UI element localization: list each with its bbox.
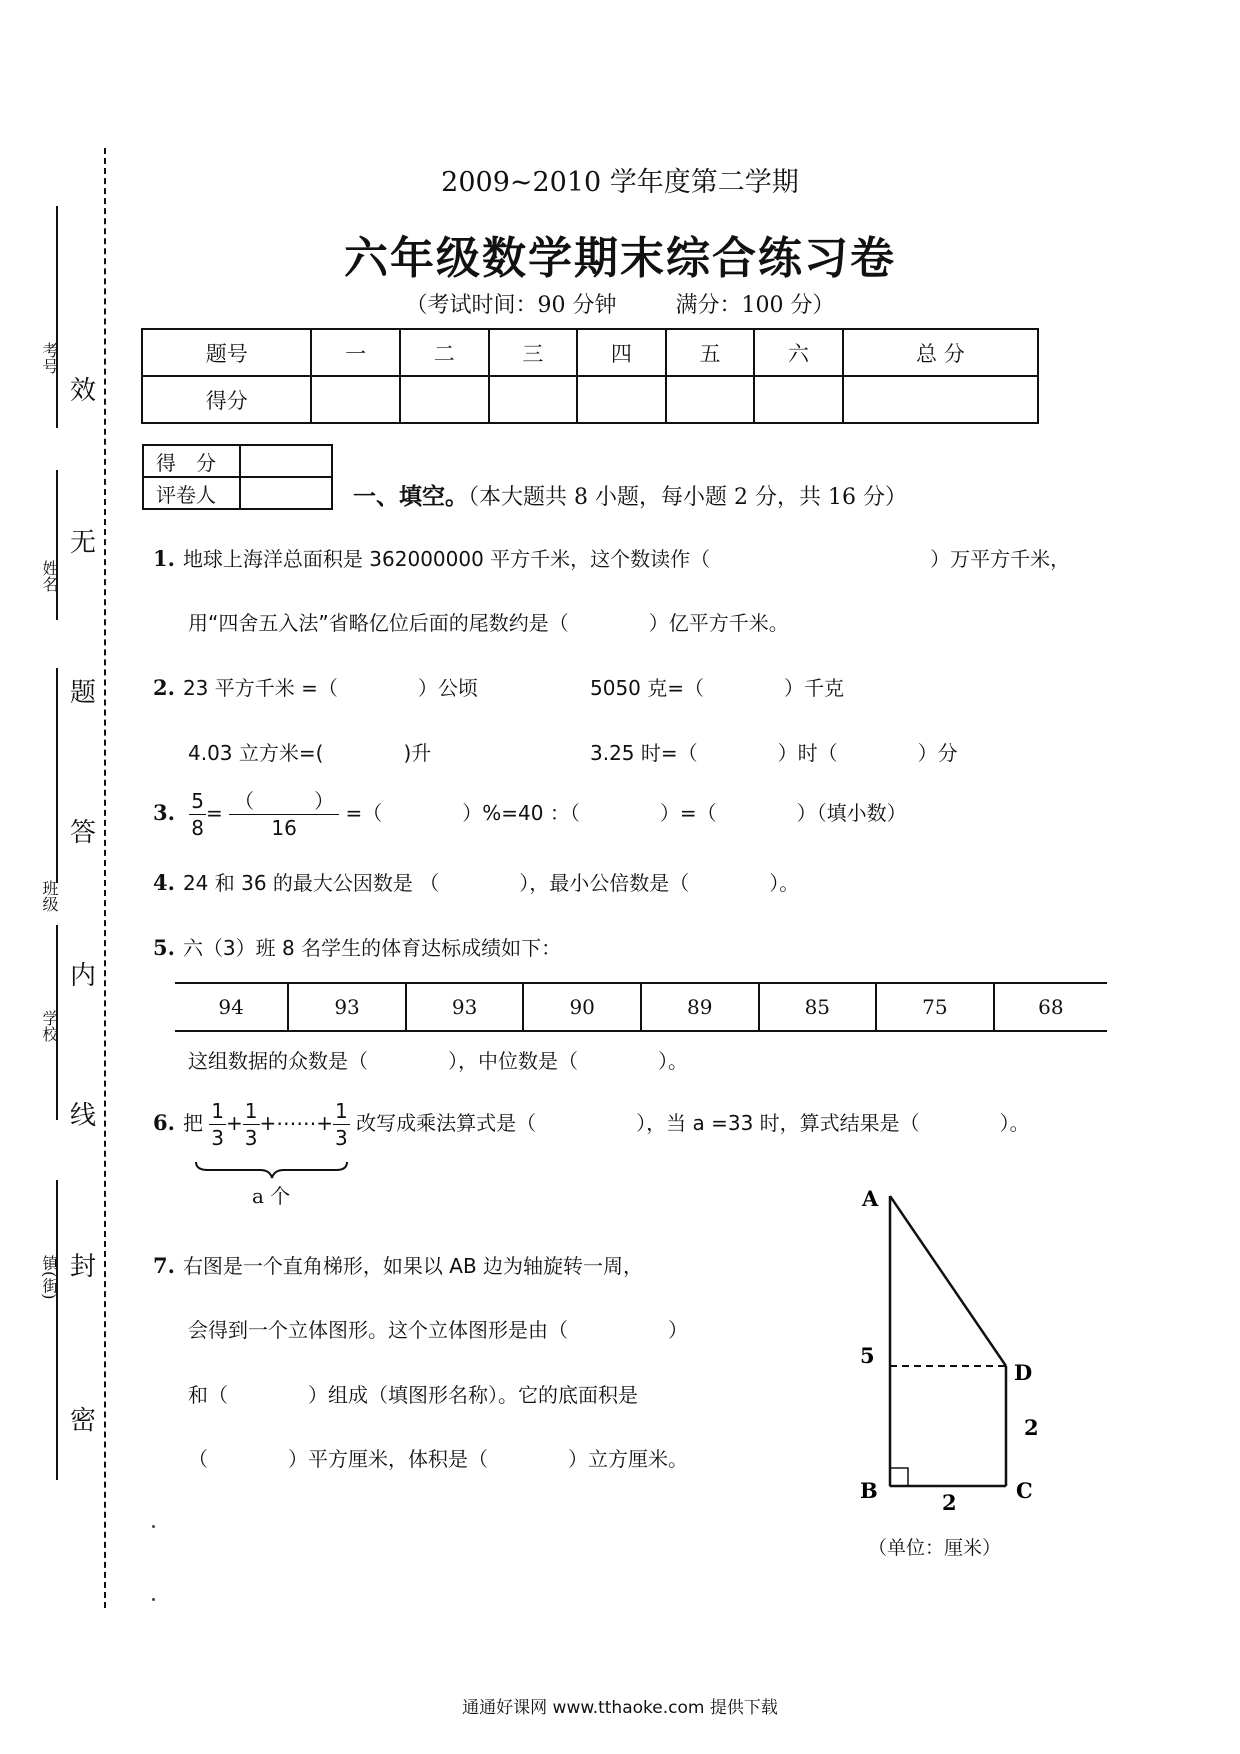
trapezoid-figure — [840, 1180, 1080, 1520]
underbrace — [194, 1160, 349, 1182]
score-row-label: 得分 — [142, 376, 311, 423]
grader-score-cell[interactable] — [240, 445, 332, 477]
score-table-score-row — [142, 376, 1038, 423]
score-cell[interactable] — [577, 376, 666, 423]
fraction-denominator: 3 — [335, 1126, 348, 1150]
score-col-6: 六 — [754, 329, 843, 376]
score-col-total: 总 分 — [843, 329, 1038, 376]
grade-cell: 89 — [641, 983, 759, 1031]
label-d: D — [1014, 1360, 1033, 1385]
fraction-denominator: 3 — [244, 1126, 258, 1150]
question-2-number: 2. — [153, 675, 175, 700]
equals-sign: = — [206, 801, 223, 825]
question-5-number: 5. — [153, 935, 175, 960]
grade-cell: 75 — [876, 983, 994, 1031]
side-label-xingming: 姓名 — [40, 560, 59, 592]
score-col-4: 四 — [577, 329, 666, 376]
fraction-numerator: 1 — [335, 1099, 348, 1123]
plus-sign: + — [226, 1111, 243, 1135]
grade-cell: 93 — [288, 983, 406, 1031]
question-5-text: 六（3）班 8 名学生的体育达标成绩如下： — [182, 936, 562, 960]
side-char-2: 无 — [70, 528, 97, 558]
grade-cell: 93 — [406, 983, 524, 1031]
length-5: 5 — [860, 1343, 875, 1368]
fraction-1-3 — [243, 1098, 260, 1151]
question-6-number: 6. — [153, 1110, 175, 1135]
binding-dashed-line — [104, 148, 106, 1608]
side-label-kaohao: 考号 — [40, 342, 59, 374]
label-a: A — [862, 1186, 879, 1211]
grade-cell: 90 — [523, 983, 641, 1031]
question-1-line-1 — [153, 543, 1070, 572]
side-char-3: 题 — [70, 678, 97, 708]
right-angle-mark — [890, 1468, 908, 1486]
side-label-banji: 班级 — [40, 880, 59, 912]
side-rule-5 — [56, 1180, 58, 1480]
grade-cell: 68 — [994, 983, 1107, 1031]
grade-cell: 85 — [759, 983, 877, 1031]
side-char-6: 线 — [70, 1101, 97, 1131]
question-4-text: 24 和 36 的最大公因数是 （ ），最小公倍数是（ ）。 — [182, 871, 800, 895]
question-1-number: 1. — [153, 546, 175, 571]
question-7-line-1 — [153, 1250, 643, 1279]
fraction-numerator: 5 — [191, 789, 205, 813]
fraction-blank-16 — [229, 788, 339, 841]
question-3-rest: =（ ）%=40 ：（ ）=（ ）（填小数） — [345, 801, 907, 825]
question-6 — [153, 1098, 1030, 1151]
fraction-5-8 — [189, 788, 206, 841]
grader-name-cell[interactable] — [240, 477, 332, 509]
side-rule-2 — [56, 470, 58, 620]
score-col-5: 五 — [666, 329, 755, 376]
section-1-heading — [353, 478, 907, 511]
question-2-part-c: 4.03 立方米=( )升 — [188, 741, 432, 765]
question-1-text: 地球上海洋总面积是 362000000 平方千米，这个数读作（ ）万平方千米， — [182, 547, 1071, 571]
fraction-1-3 — [333, 1098, 350, 1151]
grader-name-label: 评卷人 — [143, 477, 240, 509]
exam-time: （考试时间：90 分钟 — [405, 293, 617, 318]
section-1-title: 一、填空。 — [353, 484, 468, 510]
question-4 — [153, 867, 799, 896]
stray-dot — [152, 1525, 155, 1528]
score-col-1: 一 — [311, 329, 400, 376]
question-3 — [153, 788, 907, 841]
score-col-3: 三 — [489, 329, 578, 376]
fraction-denominator: 16 — [271, 816, 297, 840]
question-7-number: 7. — [153, 1253, 175, 1278]
question-7-line-3: 和（ ）组成（填图形名称）。它的底面积是 — [188, 1383, 638, 1407]
question-3-number: 3. — [153, 800, 175, 825]
score-col-2: 二 — [400, 329, 489, 376]
question-5-followup: 这组数据的众数是（ ），中位数是（ ）。 — [188, 1049, 688, 1073]
side-rule-3 — [56, 668, 58, 883]
side-char-4: 答 — [70, 818, 97, 848]
figure-unit: （单位：厘米） — [868, 1537, 1002, 1559]
question-2-line-1 — [153, 672, 478, 701]
question-7-line-4: （ ）平方厘米，体积是（ ）立方厘米。 — [188, 1447, 688, 1471]
fraction-numerator: 1 — [211, 1099, 225, 1123]
grader-box — [142, 444, 333, 510]
score-cell[interactable] — [843, 376, 1038, 423]
question-6-prefix: 把 — [182, 1111, 203, 1135]
score-cell[interactable] — [666, 376, 755, 423]
question-6-rest: 改写成乘法算式是（ ），当 a =33 时，算式结果是（ ）。 — [356, 1111, 1030, 1135]
grade-cell: 94 — [175, 983, 288, 1031]
fraction-denominator: 3 — [211, 1126, 225, 1150]
side-char-8: 密 — [70, 1406, 97, 1436]
ellipsis-plus: +⋯⋯+ — [259, 1111, 334, 1135]
question-2-part-b: 5050 克=（ ）千克 — [590, 676, 845, 700]
question-7-text: 右图是一个直角梯形，如果以 AB 边为轴旋转一周， — [182, 1254, 644, 1278]
fraction-numerator-blank[interactable]: （ ） — [229, 788, 339, 815]
score-col-label: 题号 — [142, 329, 311, 376]
label-c: C — [1016, 1478, 1033, 1503]
score-cell[interactable] — [489, 376, 578, 423]
score-table-header-row — [142, 329, 1038, 376]
question-5 — [153, 932, 561, 961]
full-score: 满分：100 分） — [675, 293, 835, 318]
length-bc: 2 — [942, 1490, 957, 1515]
grader-score-label: 得 分 — [143, 445, 240, 477]
page-title: 六年级数学期末综合练习卷 — [344, 233, 896, 284]
fraction-numerator: 1 — [244, 1099, 258, 1123]
score-cell[interactable] — [754, 376, 843, 423]
question-7-line-2: 会得到一个立体图形。这个立体图形是由（ ） — [188, 1318, 688, 1342]
section-1-note: （本大题共 8 小题，每小题 2 分，共 16 分） — [468, 485, 907, 510]
fraction-1-3 — [209, 1098, 226, 1151]
side-char-7: 封 — [70, 1252, 97, 1282]
length-dc: 2 — [1024, 1415, 1039, 1440]
footer-credit: 通通好课网 www.tthaoke.com 提供下载 — [462, 1698, 778, 1718]
side-char-5: 内 — [70, 961, 97, 991]
term-heading: 2009~2010 学年度第二学期 — [441, 167, 799, 198]
edge-da — [890, 1196, 1006, 1366]
score-cell[interactable] — [311, 376, 400, 423]
stray-dot — [152, 1598, 155, 1601]
fraction-denominator: 8 — [191, 816, 205, 840]
side-char-1: 效 — [70, 376, 97, 406]
label-b: B — [860, 1478, 878, 1503]
side-label-zhen: 镇(街) — [40, 1255, 59, 1300]
side-label-xuexiao: 学校 — [40, 1010, 59, 1042]
exam-info — [0, 288, 1240, 319]
question-2-part-a: 23 平方千米 =（ ）公顷 — [182, 676, 478, 700]
question-4-number: 4. — [153, 870, 175, 895]
score-cell[interactable] — [400, 376, 489, 423]
score-table — [141, 328, 1039, 424]
grades-table — [175, 982, 1107, 1032]
grades-row — [175, 983, 1107, 1031]
question-1-line-2: 用“四舍五入法”省略亿位后面的尾数约是（ ）亿平方千米。 — [188, 611, 789, 635]
question-2-part-d: 3.25 时=（ ）时（ ）分 — [590, 741, 958, 765]
underbrace-label: a 个 — [252, 1184, 291, 1208]
